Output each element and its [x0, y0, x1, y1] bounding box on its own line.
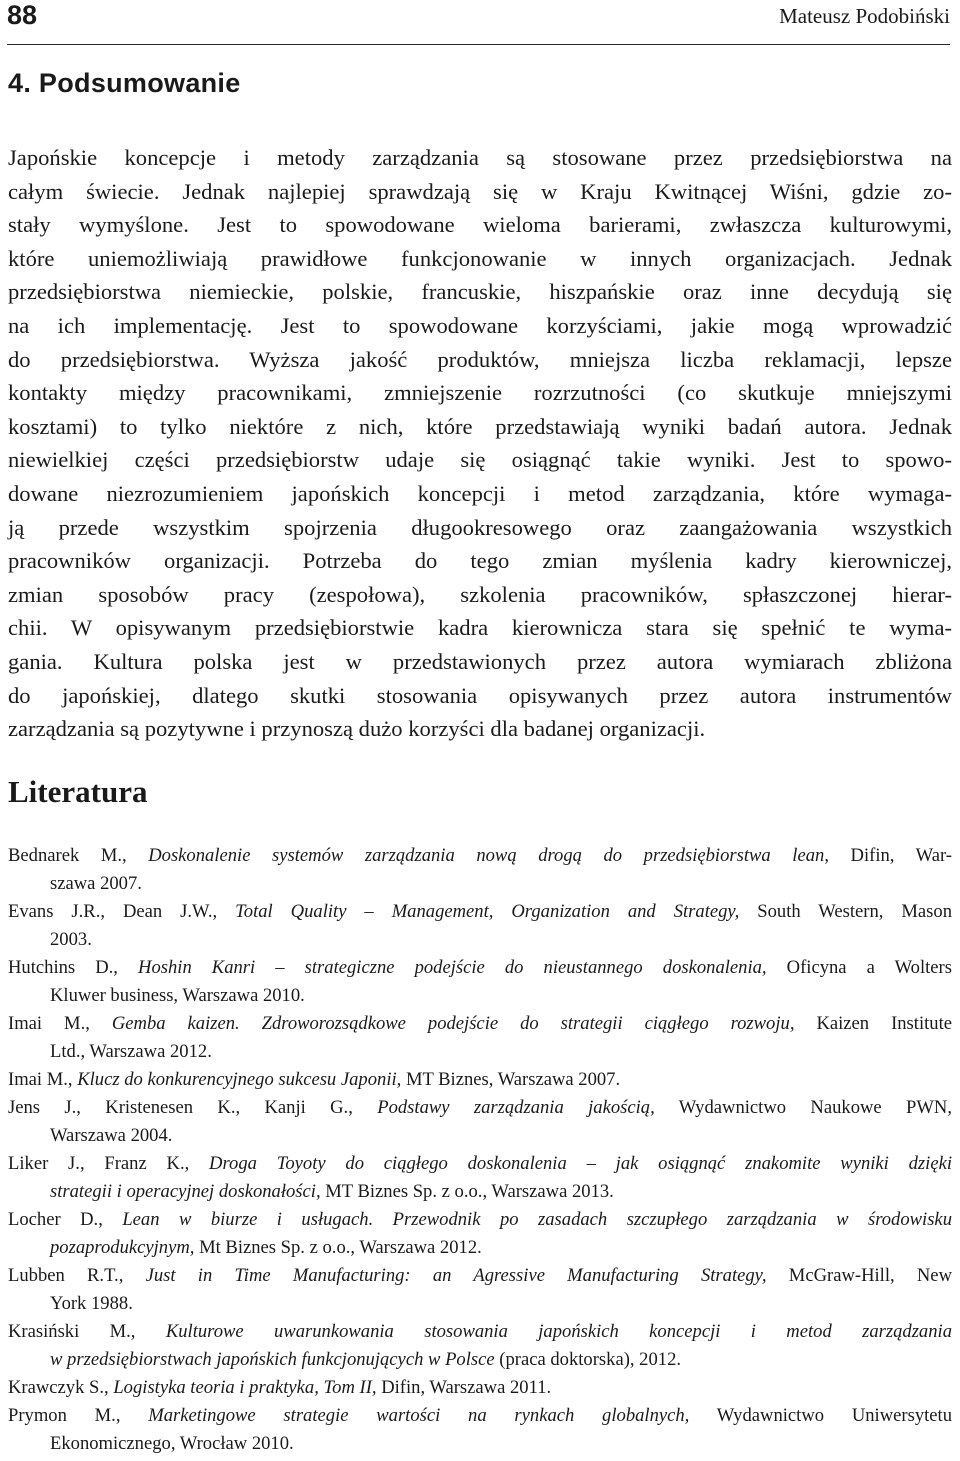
reference-line — [8, 1206, 952, 1234]
reference-authors: Krasiński M., — [8, 1321, 166, 1342]
paragraph-line: kontakty między pracownikami, zmniejszenie rozrzutności (co skutkuje mniejszymi — [8, 380, 952, 406]
paragraph-line: chii. W opisywanym przedsiębiorstwie kadra kierownicza stara się spełnić te wyma- — [8, 615, 952, 641]
reference-publisher: MT Biznes, Warszawa 2007. — [401, 1069, 621, 1090]
literature-heading: Literatura — [8, 774, 148, 809]
paragraph-line: które uniemożliwiają prawidłowe funkcjonowanie w innych organizacjach. Jednak — [8, 245, 952, 271]
paragraph-line: Japońskie koncepcje i metody zarządzania są stosowane przez przedsiębiorstwa na — [8, 145, 952, 170]
reference-title: Gemba kaizen. Zdroworozsądkowe podejście do strategii ciągłego rozwoju, — [111, 1013, 795, 1034]
reference-title: Klucz do konkurencyjnego sukcesu Japonii, — [77, 1069, 402, 1090]
paragraph-line: gania. Kultura polska jest w przedstawionych przez autora wymiarach zbliżona — [8, 648, 952, 674]
reference-authors: Bednarek M., — [8, 845, 149, 866]
reference-entry — [8, 1066, 952, 1094]
reference-entry — [8, 1206, 952, 1262]
running-head-author: Mateusz Podobiński — [779, 4, 950, 28]
reference-authors: Lubben R.T., — [8, 1265, 146, 1286]
reference-entry — [8, 1262, 952, 1318]
paragraph-line: przedsiębiorstwa niemieckie, polskie, francuskie, hiszpańskie oraz inne decydują się — [8, 279, 952, 305]
paragraph-line: stały wymyślone. Jest to spowodowane wieloma barierami, zwłaszcza kulturowymi, — [8, 212, 952, 238]
reference-continuation-line — [8, 1346, 952, 1374]
reference-title: Marketingowe strategie wartości na rynkach globalnych, — [148, 1405, 690, 1426]
reference-publisher: MT Biznes Sp. z o.o., Warszawa 2013. — [320, 1181, 614, 1202]
reference-publisher: Oficyna a Wolters — [766, 957, 952, 978]
paragraph-line: do przedsiębiorstwa. Wyższa jakość produktów, mniejsza liczba reklamacji, lepsze — [8, 346, 952, 372]
reference-publisher: , Difin, War- — [824, 845, 952, 866]
reference-authors: Krawczyk S., — [8, 1377, 114, 1398]
reference-authors: Imai M., — [8, 1013, 112, 1034]
reference-line — [8, 1374, 952, 1402]
paragraph-line: pracowników organizacji. Potrzeba do tego zmian myślenia kadry kierowniczej, — [8, 548, 952, 574]
reference-entry — [8, 1318, 952, 1374]
reference-publisher: Mt Biznes Sp. z o.o., Warszawa 2012. — [194, 1237, 482, 1258]
reference-authors: Jens J., Kristenesen K., Kanji G., — [8, 1097, 378, 1118]
paragraph-line: zarządzania są pozytywne i przynoszą dużo korzyści dla badanej organizacji. — [8, 716, 706, 742]
reference-publisher: szawa 2007. — [50, 873, 142, 894]
reference-title: Podstawy zarządzania jakością, — [377, 1097, 655, 1118]
reference-publisher: Kluwer business, Warszawa 2010. — [50, 985, 305, 1006]
reference-continuation-line — [8, 1122, 952, 1150]
paragraph-line: na ich implementację. Jest to spowodowane korzyściami, jakie mogą wprowadzić — [8, 312, 952, 338]
reference-title: Lean w biurze i usługach. Przewodnik po zasadach szczupłego zarządzania w środowisku — [122, 1209, 952, 1230]
reference-entry — [8, 1094, 952, 1150]
reference-authors: Prymon M., — [8, 1405, 149, 1426]
reference-entry — [8, 1010, 952, 1066]
reference-publisher: Difin, Warszawa 2011. — [376, 1377, 552, 1398]
reference-continuation-line — [8, 926, 952, 954]
reference-continuation-line — [8, 1234, 952, 1262]
reference-entry — [8, 1402, 952, 1458]
page-number: 88 — [7, 0, 38, 30]
reference-line — [8, 1402, 952, 1430]
paragraph-line: kosztami) to tylko niektóre z nich, które przedstawiają wyniki badań autora. Jednak — [8, 413, 952, 439]
reference-publisher: Wydawnictwo Uniwersytetu — [689, 1405, 953, 1426]
reference-title: Doskonalenie systemów zarządzania nową drogą do przedsiębiorstwa lean — [148, 845, 825, 866]
paragraph-line: dowane niezrozumieniem japońskich koncepcji i metod zarządzania, które wymaga- — [8, 480, 952, 506]
reference-line — [8, 842, 952, 870]
reference-title: strategii i operacyjnej doskonałości, — [50, 1181, 321, 1202]
reference-continuation-line — [8, 1430, 952, 1458]
reference-line — [8, 1010, 952, 1038]
reference-title: w przedsiębiorstwach japońskich funkcjonujących w Polsce — [50, 1349, 495, 1370]
reference-publisher: 2003. — [50, 929, 92, 950]
reference-entry — [8, 954, 952, 1010]
reference-line — [8, 1318, 952, 1346]
paragraph-line: całym świecie. Jednak najlepiej sprawdzają się w Kraju Kwitnącej Wiśni, gdzie zo- — [8, 178, 952, 204]
reference-continuation-line — [8, 1290, 952, 1318]
reference-line — [8, 1094, 952, 1122]
summary-paragraph — [8, 141, 952, 746]
reference-continuation-line — [8, 982, 952, 1010]
reference-line — [8, 898, 952, 926]
reference-continuation-line — [8, 870, 952, 898]
reference-entry — [8, 1150, 952, 1206]
reference-authors: Hutchins D., — [8, 957, 139, 978]
reference-title: Hoshin Kanri – strategiczne podejście do nieustannego doskonalenia, — [138, 957, 767, 978]
reference-list — [8, 842, 952, 1458]
reference-authors: Evans J.R., Dean J.W., — [8, 901, 236, 922]
reference-publisher: Wydawnictwo Naukowe PWN, — [654, 1097, 952, 1118]
paragraph-line: do japońskiej, dlatego skutki stosowania opisywanych przez autora instrumentów — [8, 682, 952, 708]
reference-line — [8, 1262, 952, 1290]
reference-publisher: South Western, Mason — [739, 901, 952, 922]
reference-title: Total Quality – Management, Organization and Strategy, — [235, 901, 740, 922]
reference-title: Kulturowe uwarunkowania stosowania japońskich koncepcji i metod zarządzania — [165, 1321, 952, 1342]
reference-continuation-line — [8, 1178, 952, 1206]
paragraph-line: niewielkiej części przedsiębiorstw udaje się osiągnąć takie wyniki. Jest to spowo- — [8, 447, 952, 473]
reference-entry — [8, 1374, 952, 1402]
paragraph-line: zmian sposobów pracy (zespołowa), szkolenia pracowników, spłaszczonej hierar- — [8, 581, 952, 607]
reference-publisher: Warszawa 2004. — [50, 1125, 173, 1146]
section-title: 4. Podsumowanie — [8, 68, 241, 98]
reference-title: Just in Time Manufacturing: an Agressive Manufacturing Strategy, — [145, 1265, 767, 1286]
reference-line — [8, 1150, 952, 1178]
reference-publisher: Ltd., Warszawa 2012. — [50, 1041, 212, 1062]
reference-line — [8, 954, 952, 982]
page-header — [7, 0, 950, 45]
reference-entry — [8, 898, 952, 954]
reference-publisher: (praca doktorska), 2012. — [494, 1349, 682, 1370]
reference-title: Logistyka teoria i praktyka, Tom II, — [113, 1377, 377, 1398]
reference-publisher: McGraw-Hill, New — [766, 1265, 952, 1286]
reference-publisher: York 1988. — [50, 1293, 133, 1314]
reference-title: Droga Toyoty do ciągłego doskonalenia – jak osiągnąć znakomite wyniki dzięki — [209, 1153, 952, 1174]
reference-line — [8, 1066, 952, 1094]
reference-continuation-line — [8, 1038, 952, 1066]
reference-publisher: Kaizen Institute — [794, 1013, 953, 1034]
reference-authors: Liker J., Franz K., — [8, 1153, 210, 1174]
reference-title: pozaprodukcyjnym, — [50, 1237, 195, 1258]
paragraph-line: ją przede wszystkim spojrzenia długookresowego oraz zaangażowania wszystkich — [8, 514, 952, 540]
reference-authors: Imai M., — [8, 1069, 78, 1090]
reference-authors: Locher D., — [8, 1209, 123, 1230]
reference-publisher: Ekonomicznego, Wrocław 2010. — [50, 1433, 294, 1454]
reference-entry — [8, 842, 952, 898]
